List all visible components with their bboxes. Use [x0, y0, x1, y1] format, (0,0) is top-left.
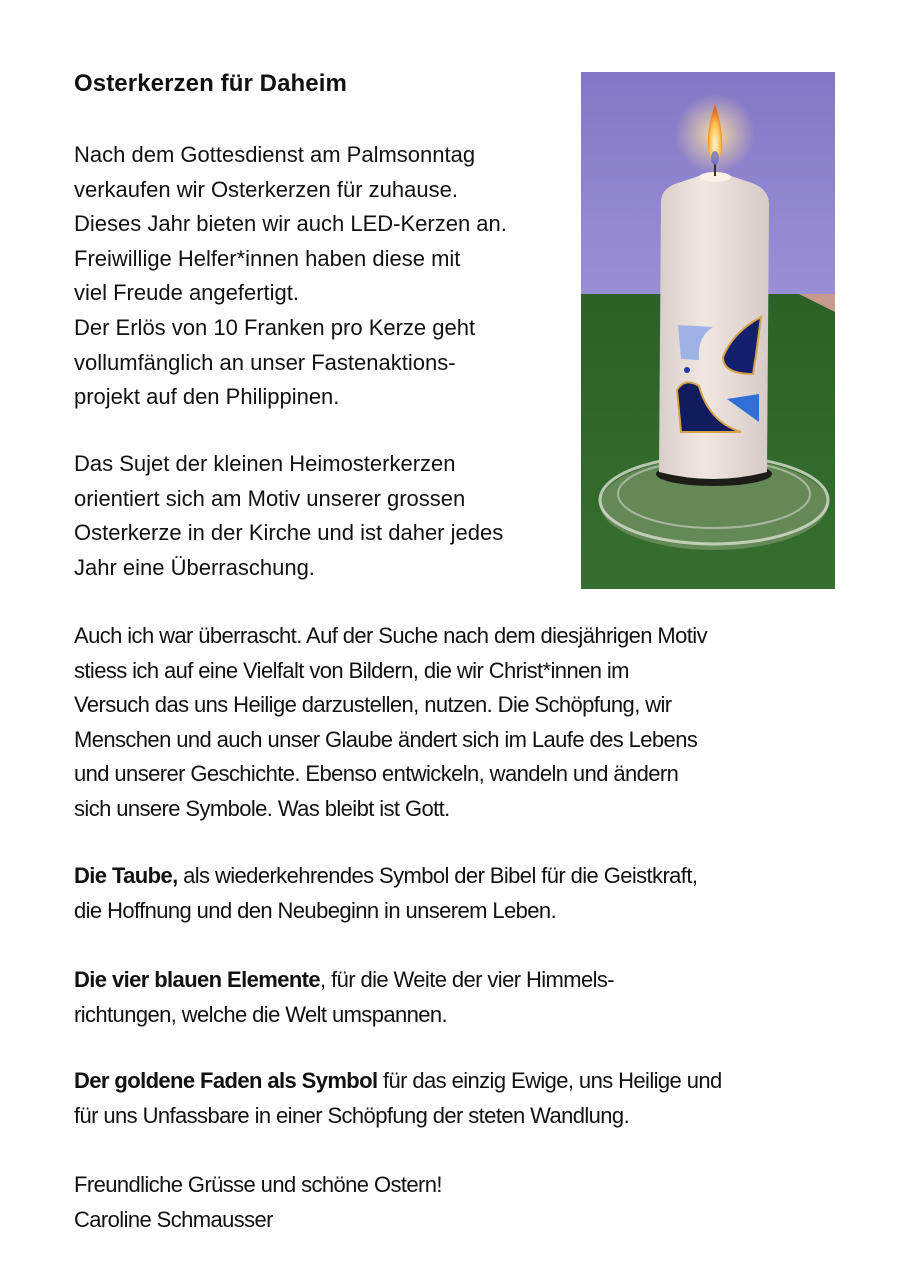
text-line: Dieses Jahr bieten wir auch LED-Kerzen an.: [74, 211, 507, 237]
text-line: [74, 1064, 854, 1099]
easter-candle-icon: [581, 72, 835, 589]
text-line: Der Erlös von 10 Franken pro Kerze geht: [74, 314, 476, 340]
text-line: Menschen und auch unser Glaube ändert sich im Laufe des Lebens: [74, 726, 698, 752]
text-line: verkaufen wir Osterkerzen für zuhause.: [74, 176, 458, 202]
reflection-paragraph: [74, 619, 854, 827]
symbol-dove-paragraph: [74, 859, 854, 928]
text-line: stiess ich auf eine Vielfalt von Bildern, die wir Christ*innen im: [74, 657, 629, 683]
sujet-paragraph: [74, 447, 574, 585]
candle-photo: [581, 72, 835, 589]
text-line: und unserer Geschichte. Ebenso entwickeln, wandeln und ändern: [74, 761, 679, 787]
greeting: Freundliche Grüsse und schöne Ostern!: [74, 1172, 442, 1197]
symbol-golden-thread-paragraph: [74, 1064, 854, 1133]
closing: [74, 1168, 854, 1237]
text-line: Jahr eine Überraschung.: [74, 554, 315, 580]
text-line: orientiert sich am Motiv unserer grossen: [74, 485, 466, 511]
signature: Caroline Schmausser: [74, 1206, 273, 1232]
symbol-blue-elements-paragraph: [74, 963, 854, 1032]
text-line: [74, 859, 854, 894]
text-line: Das Sujet der kleinen Heimosterkerzen: [74, 451, 456, 476]
text-line: sich unsere Symbole. Was bleibt ist Gott.: [74, 795, 450, 821]
symbol-description: für das einzig Ewige, uns Heilige und: [377, 1068, 722, 1093]
text-line: viel Freude angefertigt.: [74, 280, 300, 306]
text-line: projekt auf den Philippinen.: [74, 384, 340, 410]
symbol-description: , für die Weite der vier Himmels-: [320, 967, 615, 992]
intro-paragraph: [74, 138, 574, 415]
symbol-term: Der goldene Faden als Symbol: [74, 1068, 378, 1093]
symbol-term: Die Taube,: [74, 863, 178, 888]
text-line: vollumfänglich an unser Fastenaktions-: [74, 349, 456, 375]
text-line: [74, 963, 854, 998]
text-line: Osterkerze in der Kirche und ist daher jedes: [74, 520, 504, 546]
symbol-term: Die vier blauen Elemente: [74, 967, 321, 992]
text-line: Freiwillige Helfer*innen haben diese mit: [74, 245, 461, 271]
text-line: Auch ich war überrascht. Auf der Suche nach dem diesjährigen Motiv: [74, 623, 707, 648]
text-line: die Hoffnung und den Neubeginn in unserem Leben.: [74, 897, 557, 923]
text-line: Nach dem Gottesdienst am Palmsonntag: [74, 142, 476, 167]
symbol-description: als wiederkehrendes Symbol der Bibel für die Geistkraft,: [177, 863, 698, 888]
text-line: richtungen, welche die Welt umspannen.: [74, 1001, 448, 1027]
page-title: Osterkerzen für Daheim: [74, 70, 347, 97]
text-line: für uns Unfassbare in einer Schöpfung der steten Wandlung.: [74, 1102, 630, 1128]
text-line: Versuch das uns Heilige darzustellen, nutzen. Die Schöpfung, wir: [74, 692, 672, 718]
